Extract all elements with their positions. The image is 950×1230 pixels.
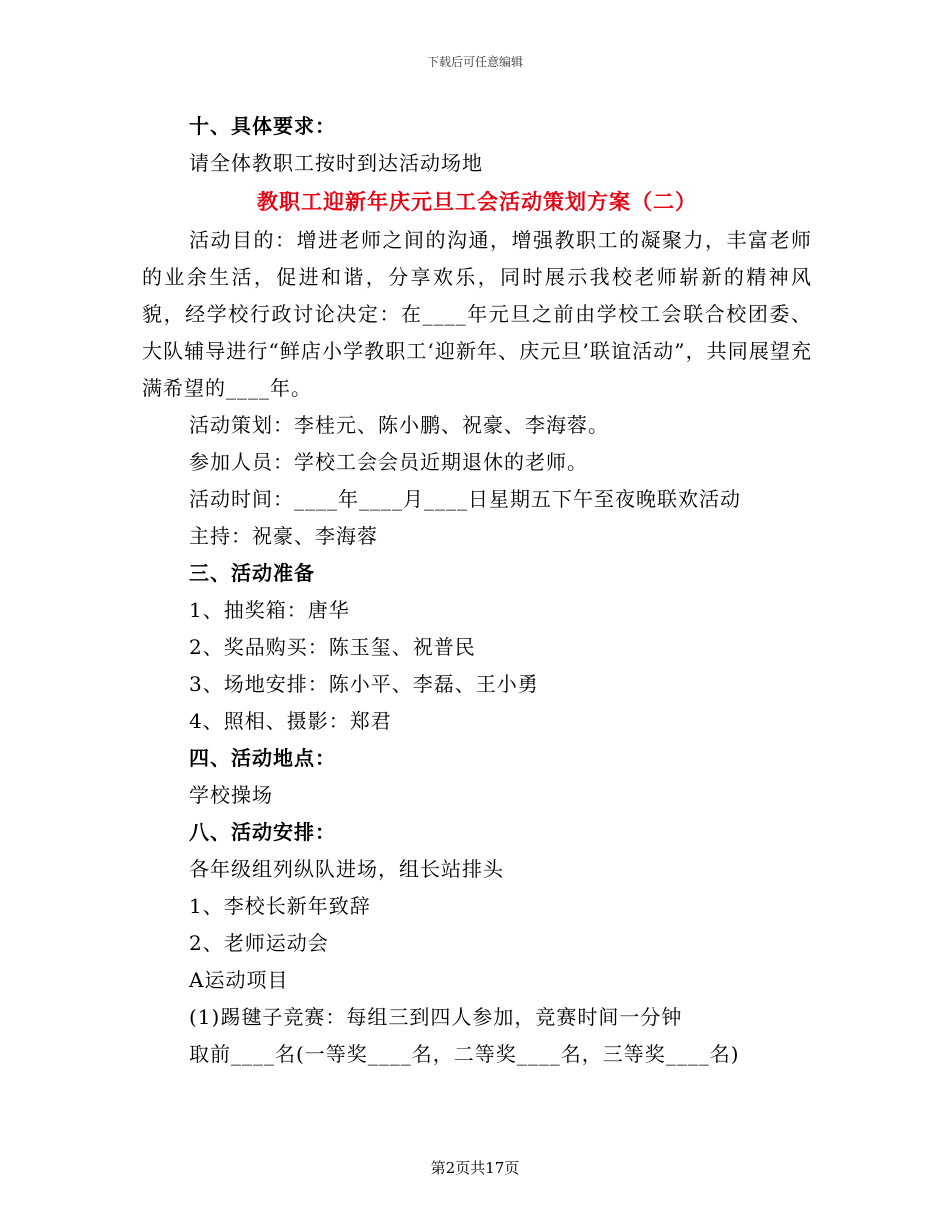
planner-line: 活动策划：李桂元、陈小鹏、祝豪、李海蓉。 bbox=[189, 413, 609, 437]
section-heading-preparation: 三、活动准备 bbox=[189, 561, 315, 585]
host-line: 主持：祝豪、李海蓉 bbox=[189, 524, 378, 548]
participants-line: 参加人员：学校工会会员近期退休的老师。 bbox=[189, 450, 588, 474]
schedule-line-3: A运动项目 bbox=[189, 968, 289, 992]
schedule-line-0: 各年级组列纵队进场，组长站排头 bbox=[189, 857, 504, 881]
prep-item-3: 3、场地安排：陈小平、李磊、王小勇 bbox=[189, 672, 539, 696]
document-title: 教职工迎新年庆元旦工会活动策划方案（二） bbox=[257, 189, 697, 214]
purpose-paragraph: 活动目的：增进老师之间的沟通，增强教职工的凝聚力，丰富老师的业余生活，促进和谐，分享欢乐，同时展示我校老师崭新的精神风貌，经学校行政讨论决定：在____年元旦之前由学校工会联合校团委、大队辅导进行“鲜店小学教职工‘迎新年、庆元旦’联谊活动”，共同展望充满希望的____年。 bbox=[142, 228, 812, 400]
schedule-line-1: 1、李校长新年致辞 bbox=[189, 894, 371, 918]
section-heading-requirements: 十、具体要求： bbox=[189, 114, 336, 138]
prep-item-4: 4、照相、摄影：郑君 bbox=[189, 709, 392, 733]
prep-item-2: 2、奖品购买：陈玉玺、祝普民 bbox=[189, 635, 476, 659]
location-text: 学校操场 bbox=[189, 783, 273, 807]
time-line: 活动时间：____年____月____日星期五下午至夜晚联欢活动 bbox=[189, 487, 741, 511]
header-note: 下载后可任意编辑 bbox=[426, 55, 523, 69]
section-heading-location: 四、活动地点： bbox=[189, 746, 336, 770]
page-number: 第2页共17页 bbox=[430, 1159, 520, 1177]
schedule-line-5: 取前____名(一等奖____名，二等奖____名，三等奖____名) bbox=[189, 1042, 740, 1066]
section-heading-schedule: 八、活动安排： bbox=[189, 820, 336, 844]
schedule-line-2: 2、老师运动会 bbox=[189, 931, 329, 955]
document-body bbox=[142, 108, 812, 1073]
schedule-line-4: (1)踢毽子竞赛：每组三到四人参加，竞赛时间一分钟 bbox=[189, 1005, 683, 1029]
requirement-text: 请全体教职工按时到达活动场地 bbox=[189, 151, 483, 175]
prep-item-1: 1、抽奖箱：唐华 bbox=[189, 598, 350, 622]
